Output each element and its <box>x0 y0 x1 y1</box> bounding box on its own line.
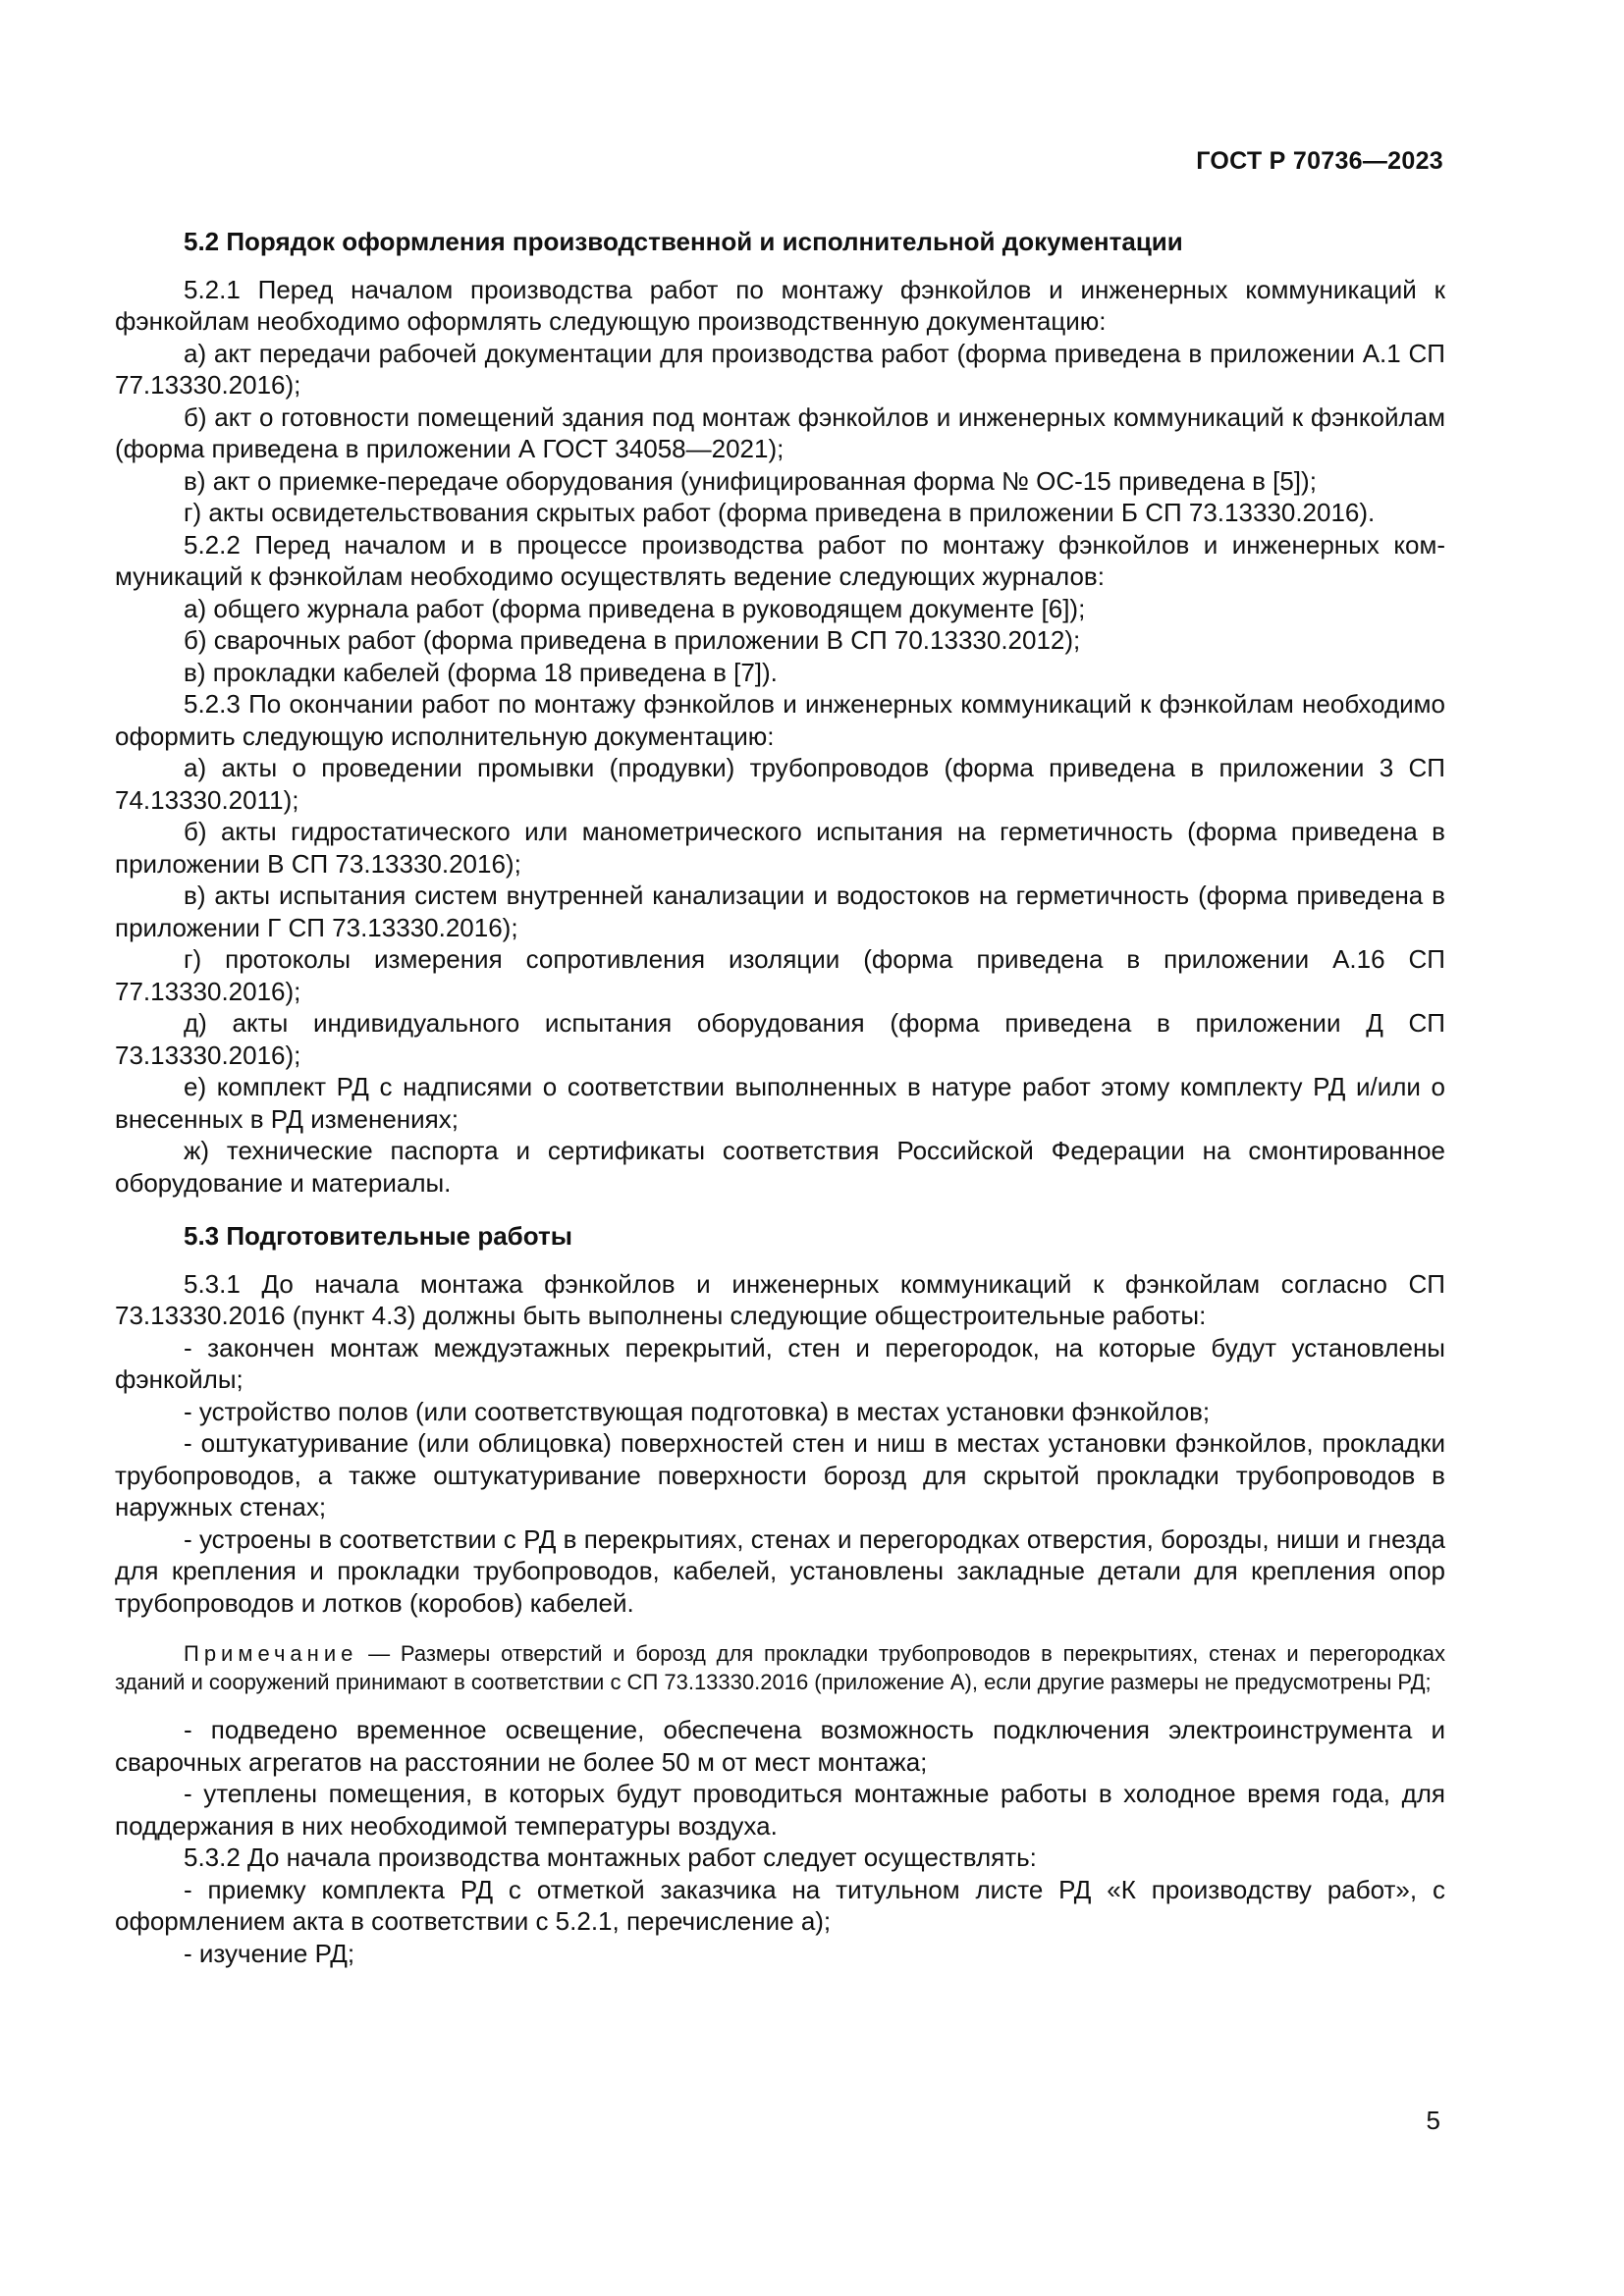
list-item: б) сварочных работ (форма приведена в приложении В СП 70.13330.2012); <box>184 625 1081 655</box>
list-item: д) акты индивидуального испытания оборудования (форма приведена в приложении Д СП 73.13330.2016); <box>115 1008 1445 1070</box>
list-item: - подведено временное освещение, обеспечена возможность подключения электроинструмента и сварочных агрегатов на расстоянии не более 50 м от мест монтажа; <box>115 1715 1445 1777</box>
page-number: 5 <box>1426 2106 1440 2135</box>
list-item: - утеплены помещения, в которых будут проводиться монтажные работы в холодное время года, для поддержания в них необходимой температуры воздуха. <box>115 1779 1445 1841</box>
section-heading-5-2: 5.2 Порядок оформления производственной и исполнительной документации <box>184 227 1183 256</box>
document-code: ГОСТ Р 70736—2023 <box>1196 147 1443 175</box>
note-text: — Размеры отверстий и борозд для прокладки трубопроводов в перекрытиях, стенах и перегородках зданий и сооружений принимают в соответствии с СП 73.13330.2016 (приложение А), если другие размеры не предусмотрены РД; <box>115 1641 1445 1694</box>
page-body <box>115 226 1445 1969</box>
list-item: в) акт о приемке-передаче оборудования (унифицированная форма № ОС-15 приведена в [5]); <box>184 465 1317 496</box>
list-item: - приемку комплекта РД с отметкой заказчика на титульном листе РД «К производству работ», с оформлением акта в соответствии с 5.2.1, перечисление а); <box>115 1874 1445 1936</box>
list-item: - оштукатуривание (или облицовка) поверхностей стен и ниш в местах установки фэнкойлов, прокладки трубопроводов, а также оштукатуривание поверхности борозд для скрытой прокладки трубопроводов в наружных стенах; <box>115 1428 1445 1522</box>
section-heading-5-3: 5.3 Подготовительные работы <box>184 1221 572 1251</box>
list-item: г) акты освидетельствования скрытых работ (форма приведена в приложении Б СП 73.13330.2016). <box>184 498 1376 527</box>
paragraph-5-2-2: 5.2.2 Перед началом и в процессе производства работ по монтажу фэнкойлов и инженерных коммуникаций к фэнкойлам необходимо осуществлять ведение следующих журналов: <box>115 529 1445 591</box>
list-item: г) протоколы измерения сопротивления изоляции (форма приведена в приложении А.16 СП 77.13330.2016); <box>115 944 1445 1006</box>
list-item: б) акты гидростатического или манометрического испытания на герметичность (форма приведена в приложении В СП 73.13330.2016); <box>115 817 1445 879</box>
list-item: а) акты о проведении промывки (продувки) трубопроводов (форма приведена в приложении 3 СП 74.13330.2011); <box>115 753 1445 815</box>
list-item: - закончен монтаж междуэтажных перекрытий, стен и перегородок, на которые будут установлены фэнкойлы; <box>115 1332 1445 1394</box>
paragraph-5-2-3: 5.2.3 По окончании работ по монтажу фэнкойлов и инженерных коммуникаций к фэнкойлам необходимо оформить следующую исполнительную документацию: <box>115 689 1445 751</box>
list-item: б) акт о готовности помещений здания под монтаж фэнкойлов и инженерных коммуникаций к фэнкойлам (форма приведена в приложении А ГОСТ 34058—2021); <box>115 401 1445 463</box>
note-label: Примечание <box>184 1641 358 1666</box>
list-item: а) акт передачи рабочей документации для производства работ (форма приведена в приложении А.1 СП 77.13330.2016); <box>115 338 1445 400</box>
paragraph-5-3-2: 5.3.2 До начала производства монтажных работ следует осуществлять: <box>184 1842 1037 1872</box>
list-item: - изучение РД; <box>184 1938 355 1968</box>
paragraph-5-2-1: 5.2.1 Перед началом производства работ по монтажу фэнкойлов и инженерных коммуникаций к фэнкойлам необходимо оформлять следующую производственную документацию: <box>115 274 1445 336</box>
list-item: ж) технические паспорта и сертификаты соответствия Российской Федерации на смонтированное оборудование и материалы. <box>115 1136 1445 1198</box>
list-item: - устроены в соответствии с РД в перекрытиях, стенах и перегородках отверстия, борозды, ниши и гнезда для крепления и прокладки трубопроводов, кабелей, установлены закладные детали для крепления опор трубопроводов и лотков (коробов) кабелей. <box>115 1523 1445 1618</box>
note-block <box>115 1640 1445 1696</box>
list-item: в) прокладки кабелей (форма 18 приведена в [7]). <box>184 657 778 687</box>
paragraph-5-3-1: 5.3.1 До начала монтажа фэнкойлов и инженерных коммуникаций к фэнкойлам согласно СП 73.13330.2016 (пункт 4.3) должны быть выполнены следующие общестроительные работы: <box>115 1268 1445 1330</box>
list-item: - устройство полов (или соответствующая подготовка) в местах установки фэнкойлов; <box>184 1396 1211 1426</box>
list-item: в) акты испытания систем внутренней канализации и водостоков на герметичность (форма приведена в приложении Г СП 73.13330.2016); <box>115 881 1445 942</box>
list-item: а) общего журнала работ (форма приведена в руководящем документе [6]); <box>184 593 1086 623</box>
list-item: е) комплект РД с надписями о соответствии выполненных в натуре работ этому комплекту РД и/или о внесенных в РД изменениях; <box>115 1072 1445 1134</box>
